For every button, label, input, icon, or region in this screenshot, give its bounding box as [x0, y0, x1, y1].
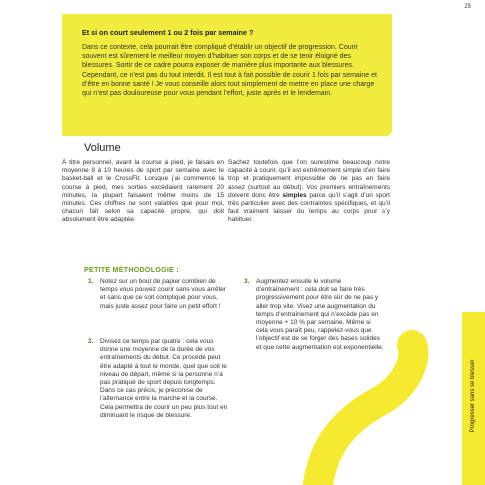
- callout-title: Et si on court seulement 1 ou 2 fois par semaine ?: [82, 28, 254, 37]
- chapter-title: Progresser sans se blesser: [470, 359, 476, 433]
- list-item-text: Divisez ce temps par quatre : cela vous donne une moyenne de la durée de vos entraînements du début. Ce procédé peut être adapté à tout le monde, quel que soit le niveau de départ, même si la personne n’a pas pratiqué de sport depuis longtemps. Dans ce cas précis, je préconise de l’alternance entre la marche et la course. Cela permettra de courir un peu plus tout en diminuant le risque de blessure.: [100, 338, 228, 419]
- list-item-text: Notez sur un bout de papier combien de temps vous pouvez courir sans vous arrêter et sans que ce soit compliqué pour vous, mais juste assez pour faire un petit effort !: [100, 278, 227, 310]
- column-right-text: [228, 159, 390, 225]
- callout-body: Dans ce contexte, cela pourrait être compliqué d’établir un objectif de progression. Courir souvent est sûrement le meilleur moyen d’habituer son corps et de se tenir éloigné des blessures. Sortir de ce cadre pourra exposer de manière plus importante aux blessures. Cependant, ce n’est pas du tout interdit. Il est tout à fait possible de courir 1 fois par semaine et d’être en bonne santé ! Je vous conseille alors tout simplement de mettre en place une charge qui n’est pas douloureuse pour vous pendant l’effort, juste après et le lendemain.: [82, 44, 377, 98]
- list-number: 2.: [88, 338, 94, 345]
- methodology-heading: PETITE MÉTHODOLOGIE :: [84, 265, 179, 274]
- list-number: 1.: [88, 278, 94, 285]
- keyword-simples: simples: [282, 191, 307, 199]
- list-item: [244, 278, 384, 352]
- page-number: 25: [464, 4, 471, 10]
- column-left-text: À titre personnel, avant la course à pied, je faisais en moyenne 8 à 10 heures de sport par semaine avec le basket-ball et le CrossFit. Lorsque j’ai commencé la course à pied, mes sorties excédaient rarement 20 minutes, la plupart faisaient même moins de 15 minutes. Ces chiffres ne sont valables que pour moi, chacun fait selon sa capacité propre, qui doit absolument être adaptée.: [62, 159, 224, 224]
- chapter-side-tab-label: [469, 326, 477, 466]
- list-item: [88, 338, 228, 420]
- right-text-part-2: parce qu’il s’agit d’un sport très particulier avec des contraintes spécifiques, et qu’il faut vraiment laisser du temps au corps pour s’y habituer.: [228, 191, 390, 224]
- list-item-text: Augmentez ensuite le volume d’entraînement : cela doit se faire très progressivement pour être sûr de ne pas y aller trop vite. Visez une augmentation du temps d’entraînement qui n’excède pas en moyenne + 10 % par semaine. Même si cela vous paraît peu, rappelez-vous que l’objectif est de se forger des bases solides et que cette augmentation est exponentielle.: [256, 278, 384, 351]
- right-text-part-1: Sachez toutefois que l’on surestime beaucoup notre capacité à courir, qu’il est extrêmement simple d’en faire trop et pratiquement impossible de ne pas en faire assez (surtout au début). Vos premiers entraînements doivent donc être: [228, 159, 390, 199]
- section-heading: Volume: [84, 142, 121, 154]
- list-item: [88, 278, 228, 311]
- info-callout: [62, 14, 392, 136]
- list-number: 3.: [244, 278, 250, 285]
